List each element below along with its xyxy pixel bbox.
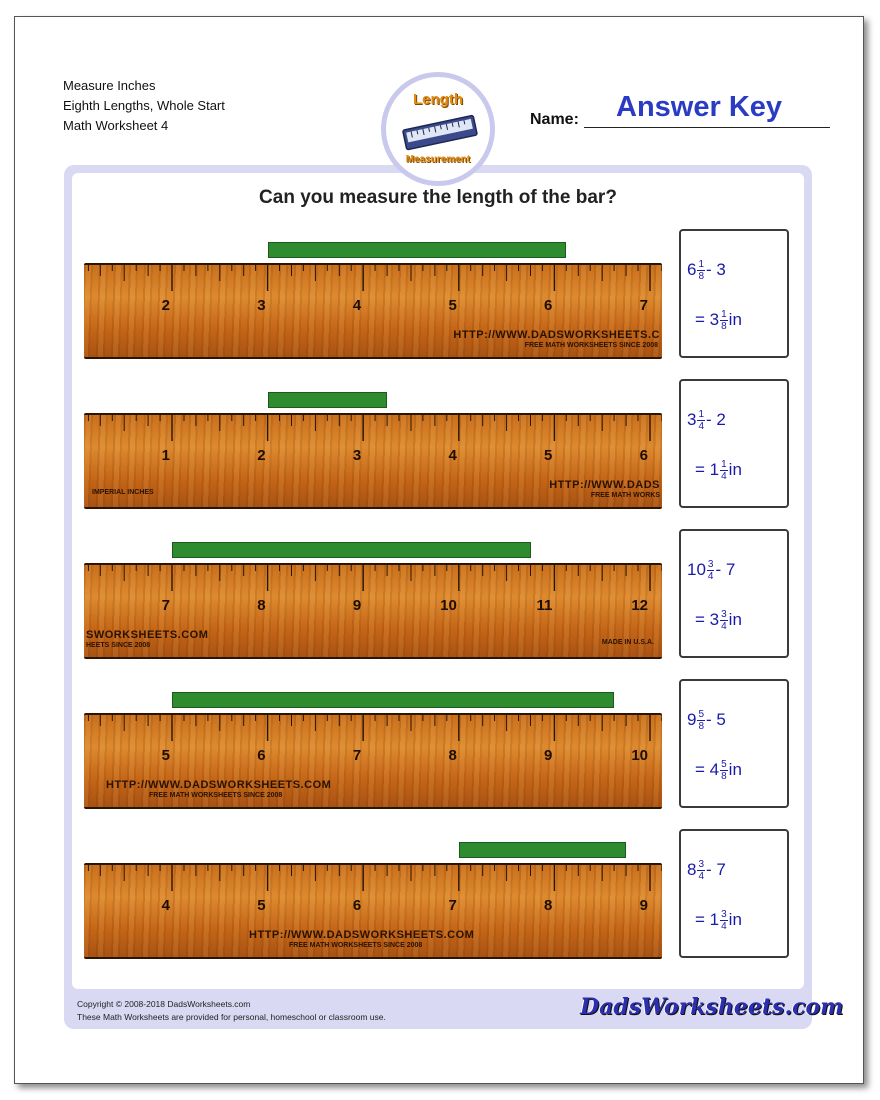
- start-subtraction: - 2: [706, 409, 726, 429]
- answer-fraction: [720, 459, 728, 482]
- ruler-inch-label: 7: [161, 597, 170, 614]
- answer-denominator: 4: [721, 621, 727, 632]
- ruler-inch-label: 1: [161, 447, 170, 464]
- end-numerator: 1: [698, 409, 705, 420]
- answer-denominator: 8: [721, 321, 727, 332]
- answer-whole: = 3: [695, 609, 720, 629]
- end-denominator: 8: [698, 721, 705, 732]
- ruler-inch-label: 2: [161, 297, 170, 314]
- ruler-inch-label: 8: [544, 897, 553, 914]
- ruler-inch-label: 5: [448, 297, 457, 314]
- answer-box: [679, 379, 789, 508]
- answer-box: [679, 829, 789, 958]
- measured-bar: [268, 392, 388, 408]
- answer-length: [695, 309, 742, 332]
- answer-fraction: [720, 909, 728, 932]
- name-label: Name:: [530, 111, 579, 128]
- answer-fraction: [720, 759, 728, 782]
- end-denominator: 4: [698, 871, 705, 882]
- answer-whole: = 1: [695, 459, 720, 479]
- ruler-tagline-text: FREE MATH WORKSHEETS SINCE 2008: [289, 942, 423, 949]
- end-fraction: [697, 259, 705, 282]
- start-subtraction: - 7: [706, 859, 726, 879]
- wooden-ruler: [84, 263, 662, 359]
- end-numerator: 5: [698, 709, 705, 720]
- ruler-tagline-text: FREE MATH WORKSHEETS SINCE 2008: [149, 792, 283, 799]
- ruler-website-text: SWORKSHEETS.COM: [86, 629, 209, 641]
- ruler-inch-label: 10: [631, 747, 648, 764]
- end-whole: 6: [687, 259, 697, 279]
- ruler-inch-label: 9: [544, 747, 553, 764]
- ruler-tagline-text: FREE MATH WORKSHEETS SINCE 2008: [524, 342, 658, 349]
- answer-unit: in: [728, 609, 742, 629]
- end-whole: 10: [687, 559, 706, 579]
- ruler-tick-marks: [84, 415, 662, 509]
- answer-length: [695, 759, 742, 782]
- ruler-inch-label: 5: [544, 447, 553, 464]
- usage-notice: These Math Worksheets are provided for personal, homeschool or classroom use.: [77, 1012, 386, 1022]
- end-whole: 8: [687, 859, 697, 879]
- subtraction-equation: [687, 409, 726, 432]
- ruler-website-text: HTTP://WWW.DADSWORKSHEETS.C: [453, 329, 660, 341]
- ruler-inch-label: 11: [536, 597, 553, 614]
- ruler-website-text: HTTP://WWW.DADS: [549, 479, 660, 491]
- end-numerator: 3: [707, 559, 714, 570]
- end-whole: 3: [687, 409, 697, 429]
- ruler-inch-label: 7: [639, 297, 648, 314]
- start-subtraction: - 5: [706, 709, 726, 729]
- answer-numerator: 3: [721, 609, 727, 620]
- end-denominator: 8: [698, 271, 705, 282]
- answer-numerator: 3: [721, 909, 727, 920]
- answer-length: [695, 459, 742, 482]
- answer-fraction: [720, 309, 728, 332]
- ruler-inch-label: 4: [448, 447, 457, 464]
- ruler-inch-label: 6: [544, 297, 553, 314]
- subtraction-equation: [687, 259, 726, 282]
- end-fraction: [697, 409, 705, 432]
- dadsworksheets-brand-logo: DadsWorksheets.com: [580, 994, 844, 1020]
- ruler-inch-label: 7: [352, 747, 362, 764]
- end-numerator: 1: [698, 259, 705, 270]
- name-underline: [584, 127, 830, 128]
- ruler-inch-label: 4: [161, 897, 170, 914]
- ruler-inch-label: 9: [639, 897, 648, 914]
- end-whole: 9: [687, 709, 697, 729]
- answer-unit: in: [728, 459, 742, 479]
- measured-bar: [268, 242, 567, 258]
- ruler-tagline-text: FREE MATH WORKS: [590, 492, 660, 499]
- answer-length: [695, 909, 742, 932]
- answer-denominator: 4: [721, 471, 727, 482]
- ruler-icon: [386, 113, 490, 153]
- logo-subtitle: Measurement: [405, 154, 471, 165]
- end-denominator: 4: [698, 421, 705, 432]
- answer-denominator: 8: [721, 771, 727, 782]
- end-denominator: 4: [707, 571, 714, 582]
- ruler-inch-label: 3: [257, 297, 266, 314]
- answer-whole: = 4: [695, 759, 720, 779]
- ruler-inch-label: 8: [257, 597, 266, 614]
- answer-unit: in: [728, 909, 742, 929]
- measured-bar: [172, 692, 614, 708]
- answer-numerator: 1: [721, 309, 727, 320]
- answer-box: [679, 529, 789, 658]
- worksheet-title: Measure Inches: [63, 78, 156, 93]
- measured-bar: [172, 542, 531, 558]
- answer-whole: = 3: [695, 309, 720, 329]
- ruler-inch-label: 12: [631, 597, 648, 614]
- end-fraction: [697, 709, 705, 732]
- answer-denominator: 4: [721, 921, 727, 932]
- worksheet-number: Math Worksheet 4: [63, 118, 169, 133]
- answer-length: [695, 609, 742, 632]
- length-measurement-logo: [381, 72, 495, 186]
- ruler-inch-label: 5: [257, 897, 266, 914]
- start-subtraction: - 7: [715, 559, 736, 579]
- subtraction-equation: [687, 709, 726, 732]
- ruler-tick-marks: [84, 565, 662, 659]
- copyright-text: Copyright © 2008-2018 DadsWorksheets.com: [77, 999, 251, 1009]
- answer-fraction: [720, 609, 728, 632]
- subtraction-equation: [687, 859, 726, 882]
- ruler-website-text: HTTP://WWW.DADSWORKSHEETS.COM: [106, 779, 332, 791]
- ruler-inch-label: 2: [257, 447, 266, 464]
- measured-bar: [459, 842, 626, 858]
- wooden-ruler: [84, 863, 662, 959]
- answer-numerator: 1: [721, 459, 727, 470]
- ruler-tagline-text: HEETS SINCE 2008: [86, 642, 151, 649]
- answer-box: [679, 229, 789, 358]
- wooden-ruler: [84, 713, 662, 809]
- ruler-inch-label: 3: [352, 447, 362, 464]
- end-fraction: [697, 859, 705, 882]
- ruler-inch-label: 9: [352, 597, 362, 614]
- ruler-inch-label: 6: [257, 747, 266, 764]
- worksheet-subtitle: Eighth Lengths, Whole Start: [63, 98, 225, 113]
- logo-title: Length: [413, 91, 463, 108]
- ruler-inch-label: 10: [440, 597, 457, 614]
- ruler-inch-label: 5: [161, 747, 170, 764]
- ruler-imprint-text: IMPERIAL INCHES: [92, 489, 154, 496]
- ruler-imprint-text: MADE IN U.S.A.: [601, 639, 654, 646]
- answer-unit: in: [728, 759, 742, 779]
- ruler-inch-label: 7: [448, 897, 457, 914]
- ruler-inch-label: 6: [639, 447, 648, 464]
- end-fraction: [707, 559, 715, 582]
- answer-unit: in: [728, 309, 742, 329]
- ruler-inch-label: 8: [448, 747, 457, 764]
- end-numerator: 3: [698, 859, 705, 870]
- answer-whole: = 1: [695, 909, 720, 929]
- wooden-ruler: [84, 413, 662, 509]
- ruler-inch-label: 4: [352, 297, 362, 314]
- wooden-ruler: [84, 563, 662, 659]
- answer-key-title: Answer Key: [616, 91, 783, 123]
- ruler-website-text: HTTP://WWW.DADSWORKSHEETS.COM: [249, 929, 475, 941]
- start-subtraction: - 3: [706, 259, 726, 279]
- answer-numerator: 5: [721, 759, 727, 770]
- answer-box: [679, 679, 789, 808]
- question-prompt: Can you measure the length of the bar?: [259, 187, 617, 208]
- ruler-inch-label: 6: [352, 897, 362, 914]
- subtraction-equation: [687, 559, 735, 582]
